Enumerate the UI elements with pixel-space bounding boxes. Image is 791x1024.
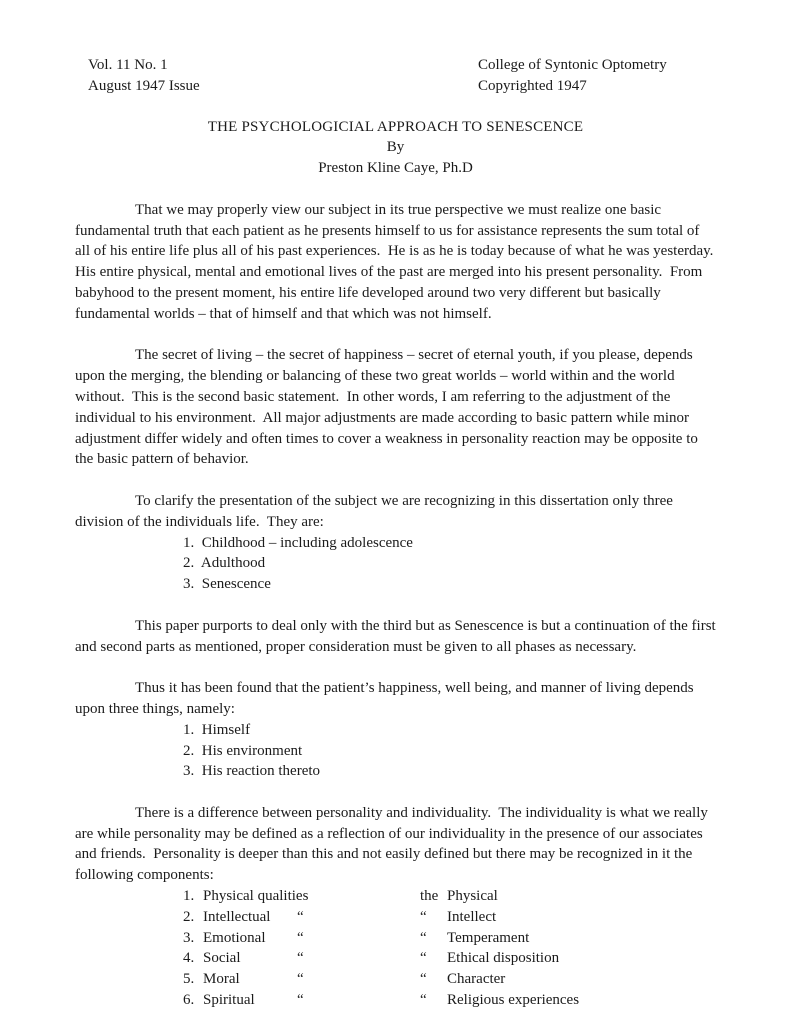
component-left-term: Moral <box>203 971 240 988</box>
paragraph-paper-purports: This paper purports to deal only with the third but as Senescence is but a continuation of the first and second parts as mentioned, proper consideration must be given to all phases as necessary. <box>75 617 720 655</box>
document-header <box>88 55 716 97</box>
component-number: 5. <box>183 971 195 988</box>
life-divisions-list <box>183 533 716 595</box>
list-item: 2. Adulthood <box>183 555 266 572</box>
component-row <box>183 990 716 1011</box>
list-item: 1. Himself <box>183 721 251 738</box>
paragraph-perspective: That we may properly view our subject in its true perspective we must realize one basic fundamental truth that each patient as he presents himself to us for assistance represents the sum total of all of his entire life plus all of his past experiences. He is as he is today because of what he was yesterday. His entire physical, mental and emotional lives of the past are merged into his present personality. From babyhood to the present moment, his entire life developed around two very different but basically fundamental worlds – that of himself and that which was not himself. <box>75 201 725 322</box>
ditto-mark: “ <box>297 950 304 967</box>
copyright-line: Copyrighted 1947 <box>478 77 587 94</box>
component-row <box>183 907 716 928</box>
ditto-mark <box>297 886 420 907</box>
component-left-term: Physical qualities <box>203 888 309 905</box>
ditto-mark: “ <box>420 950 427 967</box>
list-item: 3. His reaction thereto <box>183 763 321 780</box>
component-row <box>183 969 716 990</box>
component-number: 6. <box>183 992 195 1009</box>
paragraph-three-things: Thus it has been found that the patient’s happiness, well being, and manner of living depends upon three things, namely: <box>75 680 698 717</box>
list-item: 2. His environment <box>183 742 303 759</box>
paragraph-secret-of-living: The secret of living – the secret of happiness – secret of eternal youth, if you please, depends upon the merging, the blending or balancing of these two great worlds – world within and the world without. This is the second basic statement. In other words, I am referring to the adjustment of the individual to his environment. All major adjustments are made according to basic pattern while minor adjustment differ widely and often times to cover a weakness in personality reaction may be opposite to the basic pattern of behavior. <box>75 347 702 468</box>
component-right-term: Physical <box>447 888 498 905</box>
header-right-block <box>478 55 667 97</box>
issue-line: August 1947 Issue <box>88 77 200 94</box>
list-item: 3. Senescence <box>183 576 271 593</box>
title-block <box>75 117 716 179</box>
paragraph-three-divisions: To clarify the presentation of the subject we are recognizing in this dissertation only three division of the individuals life. They are: <box>75 492 677 530</box>
component-left-term: Emotional <box>203 929 266 946</box>
ditto-mark: “ <box>420 971 427 988</box>
list-item: 1. Childhood – including adolescence <box>183 534 413 551</box>
component-left-term: Intellectual <box>203 908 271 925</box>
component-left-term: Spiritual <box>203 992 255 1009</box>
author-name: Preston Kline Caye, Ph.D <box>318 160 473 177</box>
component-right-term: Intellect <box>447 908 497 925</box>
component-number: 4. <box>183 950 195 967</box>
component-right-term: Religious experiences <box>447 992 580 1009</box>
ditto-mark: “ <box>297 992 304 1009</box>
ditto-mark: “ <box>297 908 304 925</box>
ditto-mark: “ <box>297 929 304 946</box>
component-right-term: Temperament <box>447 929 530 946</box>
component-row <box>183 948 716 969</box>
component-right-term: Ethical disposition <box>447 950 560 967</box>
byline: By <box>386 139 405 156</box>
component-number: 2. <box>183 908 195 925</box>
paragraph-personality-individuality: There is a difference between personality and individuality. The individuality is what we really are while personality may be defined as a reflection of our individuality in the presence of our associates and friends. Personality is deeper than this and not easily defined but there may be recognized in it the following components: <box>75 804 712 884</box>
volume-line: Vol. 11 No. 1 <box>88 57 168 73</box>
component-number: 1. <box>183 888 195 905</box>
ditto-mark: “ <box>297 971 304 988</box>
dependencies-list <box>183 720 716 782</box>
component-right-term: Character <box>447 971 506 988</box>
ditto-mark: “ <box>420 929 427 946</box>
ditto-mark: “ <box>420 908 427 925</box>
component-number: 3. <box>183 929 195 946</box>
component-row <box>183 928 716 949</box>
ditto-mark: “ <box>420 992 427 1009</box>
component-right-prefix: the <box>420 888 439 905</box>
components-table <box>183 886 716 1011</box>
component-row <box>183 886 716 907</box>
publisher-line: College of Syntonic Optometry <box>478 57 667 73</box>
document-title: THE PSYCHOLOGICIAL APPROACH TO SENESCENCE <box>207 118 584 135</box>
component-left-term: Social <box>203 950 241 967</box>
